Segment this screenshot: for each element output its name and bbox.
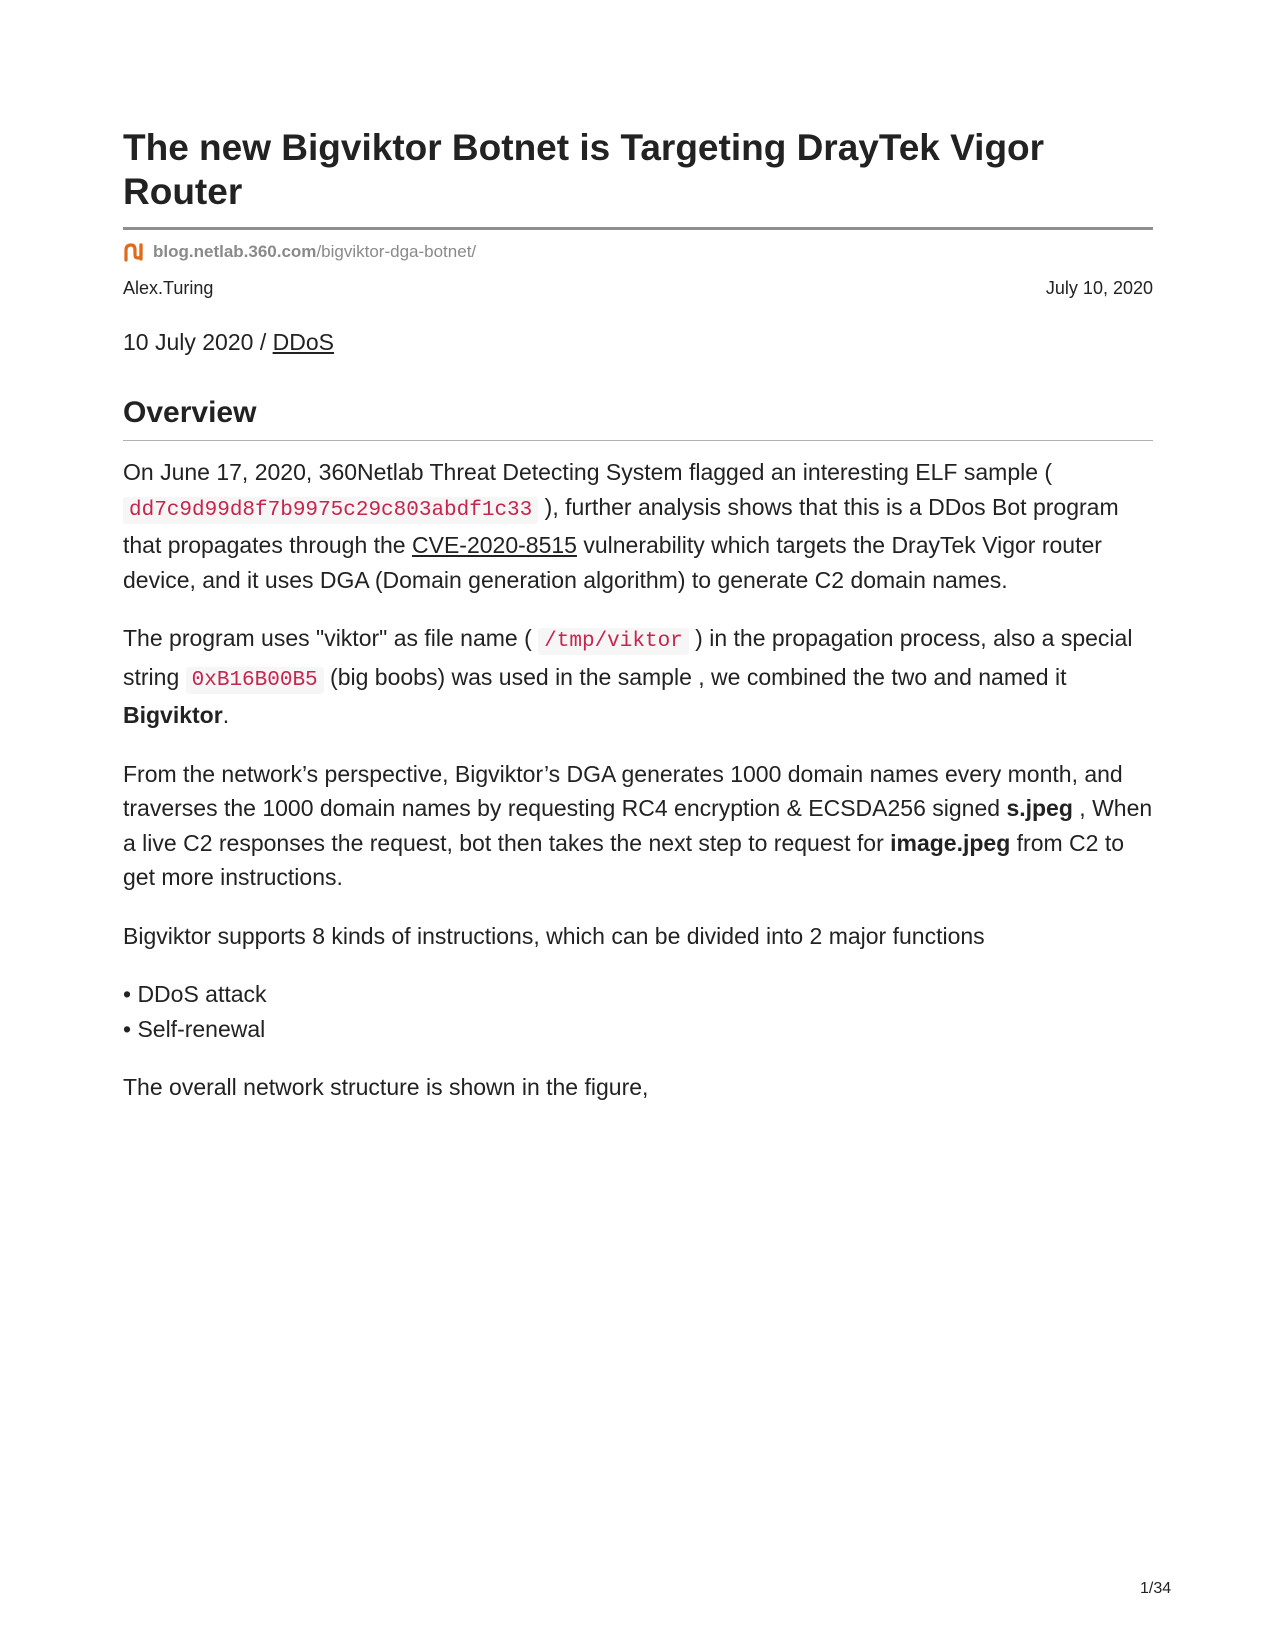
text: The program uses "viktor" as file name ( [123, 625, 539, 651]
article-meta [123, 278, 1153, 299]
function-list [123, 977, 1153, 1046]
file-path-code: /tmp/viktor [538, 628, 689, 655]
page-title: The new Bigviktor Botnet is Targeting DrayTek Vigor Router [123, 127, 1045, 212]
author: Alex.Turing [123, 278, 214, 298]
section-heading-overview: Overview [123, 396, 257, 429]
text: , When a live C2 responses the request, bot then takes the next step to request for [123, 795, 1153, 856]
publish-date: July 10, 2020 [1045, 278, 1153, 298]
text: From the network’s perspective, Bigviktor’s DGA generates 1000 domain names every month, and traverses the 1000 domain names by requesting RC4 encryption & ECSDA256 signed [123, 760, 1123, 821]
source-path: /bigviktor-dga-botnet/ [316, 242, 477, 261]
paragraph-4: Bigviktor supports 8 kinds of instructions, which can be divided into 2 major functions [123, 922, 985, 949]
text: from C2 to get more instructions. [123, 829, 1125, 890]
title-divider [123, 227, 1153, 230]
source-domain: blog.netlab.360.com [153, 242, 317, 261]
paragraph-1 [123, 455, 1153, 597]
text: . [222, 702, 230, 728]
text: ) in the propagation process, also a special string [123, 625, 1133, 690]
list-item: • DDoS attack [123, 981, 267, 1007]
section-divider [123, 440, 1153, 441]
category-link[interactable]: DDoS [272, 329, 334, 355]
page-number: 1/34 [1140, 1580, 1172, 1597]
imagejpeg-term: image.jpeg [890, 829, 1011, 856]
sample-hash: dd7c9d99d8f7b9975c29c803abdf1c33 [123, 497, 538, 524]
paragraph-2 [123, 621, 1153, 733]
list-item: • Self-renewal [123, 1015, 266, 1042]
netlab-logo-icon [123, 242, 147, 262]
source-link[interactable] [123, 240, 1153, 264]
text: On June 17, 2020, 360Netlab Threat Detecting System flagged an interesting ELF sample ( [123, 459, 1053, 485]
text: ), further analysis shows that this is a DDos Bot program that propagates through the [123, 493, 1119, 558]
sjpeg-term: s.jpeg [1006, 795, 1073, 821]
dateline-date: 10 July 2020 / [123, 329, 273, 355]
dateline [123, 329, 1153, 356]
paragraph-3 [123, 757, 1153, 895]
paragraph-5: The overall network structure is shown in the figure, [123, 1074, 649, 1100]
text: vulnerability which targets the DrayTek Vigor router device, and it uses DGA (Domain generation algorithm) to generate C2 domain names. [123, 532, 1102, 593]
text: (big boobs) was used in the sample , we combined the two and named it [323, 663, 1067, 690]
cve-link[interactable]: CVE-2020-8515 [412, 532, 577, 558]
hex-string-code: 0xB16B00B5 [186, 667, 324, 694]
article [123, 126, 1153, 1105]
botnet-name: Bigviktor [123, 702, 223, 728]
